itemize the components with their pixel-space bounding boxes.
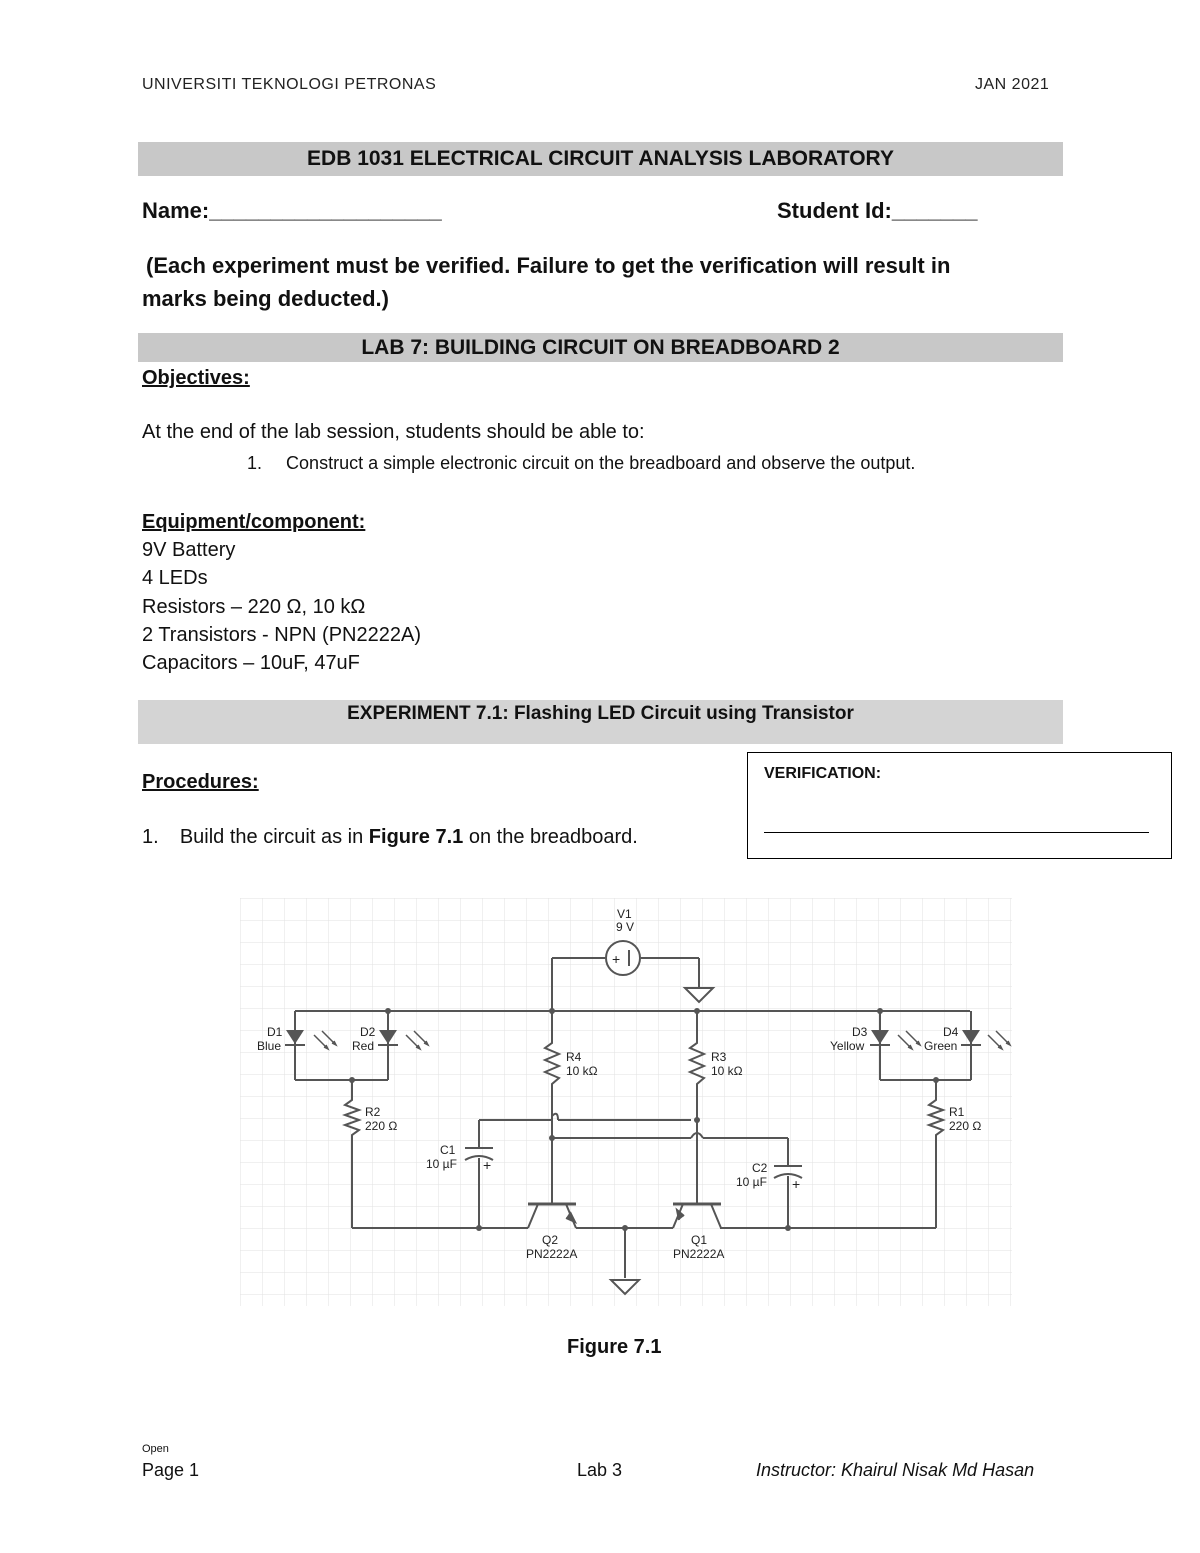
step-text-post: on the breadboard. <box>463 826 638 848</box>
name-line: ___________________ <box>209 198 442 223</box>
footer-instructor: Instructor: Khairul Nisak Md Hasan <box>756 1460 1035 1480</box>
q1-name: Q1 <box>691 1233 708 1247</box>
student-id-line: _______ <box>891 198 978 223</box>
d2-color: Red <box>352 1039 375 1053</box>
lab-title: LAB 7: BUILDING CIRCUIT ON BREADBOARD 2 <box>361 336 840 359</box>
c2-value: 10 µF <box>736 1175 767 1189</box>
footer-classification: Open <box>142 1443 169 1455</box>
r4-name: R4 <box>566 1050 582 1064</box>
experiment-title: EXPERIMENT 7.1: Flashing LED Circuit using Transistor <box>347 703 854 724</box>
header-institution: UNIVERSITI TEKNOLOGI PETRONAS <box>142 76 437 93</box>
experiment-title-bar <box>138 700 1063 744</box>
equipment-item: Resistors – 220 Ω, 10 kΩ <box>142 596 366 618</box>
header-date: JAN 2021 <box>975 76 1050 93</box>
procedure-step <box>142 826 638 849</box>
c1-value: 10 µF <box>426 1157 457 1171</box>
d1-name: D1 <box>267 1025 283 1039</box>
r3-name: R3 <box>711 1050 727 1064</box>
d1-color: Blue <box>257 1039 282 1053</box>
r4-value: 10 kΩ <box>566 1064 598 1078</box>
r3-value: 10 kΩ <box>711 1064 743 1078</box>
r2-name: R2 <box>365 1105 381 1119</box>
step-text-figure-ref: Figure 7.1 <box>368 826 464 848</box>
verification-box <box>747 752 1172 859</box>
equipment-item: Capacitors – 10uF, 47uF <box>142 652 360 674</box>
r1-value: 220 Ω <box>949 1119 982 1133</box>
q2-model: PN2222A <box>526 1247 578 1261</box>
d3-color: Yellow <box>830 1039 865 1053</box>
step-number: 1. <box>142 826 159 848</box>
procedures-heading: Procedures: <box>142 771 259 793</box>
figure-caption: Figure 7.1 <box>567 1336 662 1358</box>
objectives-heading: Objectives: <box>142 367 250 389</box>
notice-line-2: marks being deducted.) <box>142 286 389 311</box>
footer-lab: Lab 3 <box>577 1460 623 1480</box>
objective-number: 1. <box>247 453 263 473</box>
d4-color: Green <box>924 1039 958 1053</box>
verification-label: VERIFICATION: <box>764 765 882 782</box>
equipment-heading: Equipment/component: <box>142 511 366 533</box>
c1-name: C1 <box>440 1143 456 1157</box>
v1-name: V1 <box>617 907 632 921</box>
c2-plus: + <box>792 1176 801 1192</box>
name-label: Name: <box>142 198 210 223</box>
equipment-item: 9V Battery <box>142 539 236 561</box>
battery-plus-sign: + <box>612 951 621 967</box>
notice-line-1: (Each experiment must be verified. Failure to get the verification will result in <box>146 253 951 278</box>
verification-signature-line <box>764 832 1149 833</box>
footer-page: Page 1 <box>142 1460 200 1480</box>
d4-name: D4 <box>943 1025 959 1039</box>
r1-name: R1 <box>949 1105 965 1119</box>
circuit-diagram <box>240 898 1012 1306</box>
student-id-field <box>777 198 978 224</box>
step-text-pre: Build the circuit as in <box>179 826 369 848</box>
equipment-item: 2 Transistors - NPN (PN2222A) <box>142 624 421 646</box>
d3-name: D3 <box>852 1025 868 1039</box>
name-field <box>142 198 442 224</box>
v1-value: 9 V <box>616 920 635 934</box>
c1-plus: + <box>483 1157 492 1173</box>
r2-value: 220 Ω <box>365 1119 398 1133</box>
course-title: EDB 1031 ELECTRICAL CIRCUIT ANALYSIS LABORATORY <box>307 147 894 170</box>
c2-name: C2 <box>752 1161 768 1175</box>
objectives-intro: At the end of the lab session, students should be able to: <box>142 421 645 443</box>
student-id-label: Student Id: <box>777 198 892 223</box>
course-title-bar <box>138 142 1063 176</box>
lab-title-bar <box>138 333 1063 362</box>
equipment-item: 4 LEDs <box>142 567 208 589</box>
objective-item <box>247 453 915 474</box>
q1-model: PN2222A <box>673 1247 725 1261</box>
d2-name: D2 <box>360 1025 376 1039</box>
q2-name: Q2 <box>542 1233 559 1247</box>
objective-text: Construct a simple electronic circuit on the breadboard and observe the output. <box>286 453 916 473</box>
